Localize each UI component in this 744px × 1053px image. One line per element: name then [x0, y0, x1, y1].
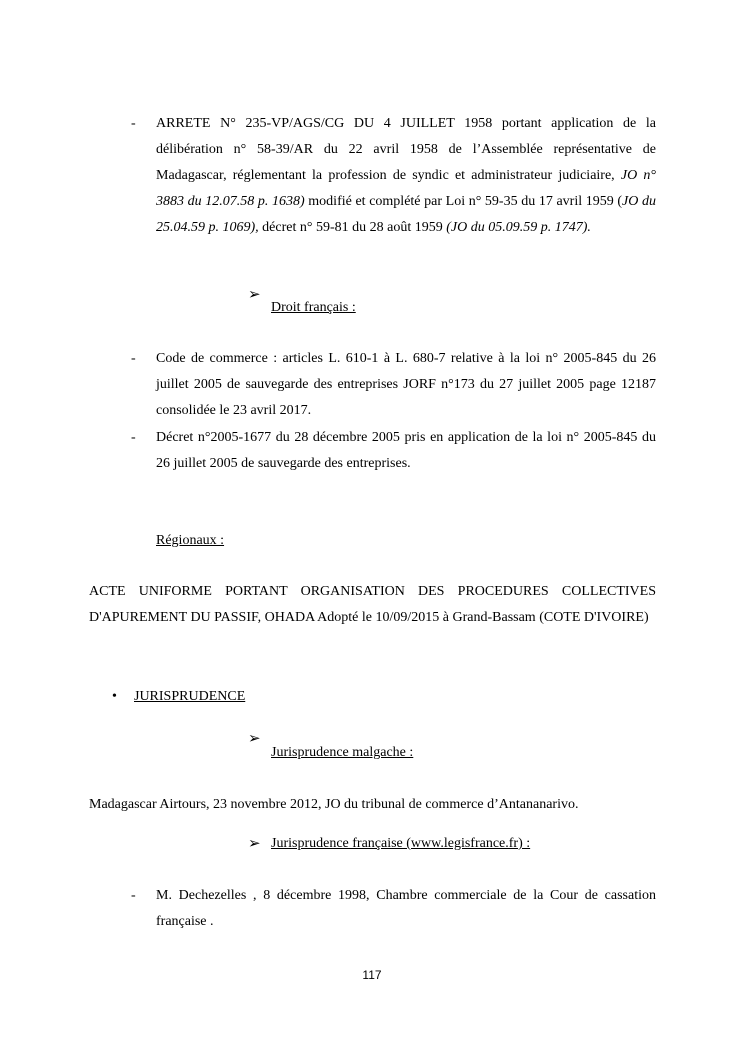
arrete-text-part-2: modifié et complété par Loi n° 59-35 du 17 avril 1959 (	[304, 194, 623, 209]
list-bullet: -	[131, 888, 136, 903]
section-heading-droit-francais: Droit français :	[271, 300, 356, 315]
jo-reference: (JO du 05.09.59 p. 1747).	[446, 220, 591, 235]
list-item-dechezelles	[156, 883, 656, 935]
section-heading-jurisprudence-francaise: Jurisprudence française (www.legisfrance.fr) :	[271, 836, 531, 851]
page-number: 117	[362, 968, 382, 982]
list-bullet: -	[131, 430, 136, 445]
arrow-bullet-icon: ➢	[248, 285, 261, 303]
arrete-text-part-3: décret n° 59-81 du 28 août 1959	[258, 220, 447, 235]
list-item-arrete	[156, 111, 656, 241]
list-item-decret: Décret n°2005-1677 du 28 décembre 2005 pris en application de la loi n° 2005-845 du 26 juillet 2005 de sauvegarde des entreprises.	[156, 430, 656, 471]
jo-reference: JO du 25.04.59 p. 1069),	[156, 194, 656, 235]
jurisprudence-malgache-text: Madagascar Airtours, 23 novembre 2012, JO du tribunal de commerce d’Antananarivo.	[89, 797, 579, 812]
list-bullet: -	[131, 116, 136, 131]
regionaux-paragraph: ACTE UNIFORME PORTANT ORGANISATION DES PROCEDURES COLLECTIVES D'APUREMENT DU PASSIF, OHADA Adopté le 10/09/2015 à Grand-Bassam (COTE D'IVOIRE)	[89, 584, 656, 625]
section-heading-jurisprudence-malgache: Jurisprudence malgache :	[271, 745, 414, 760]
list-item-code-commerce: Code de commerce : articles L. 610-1 à L. 680-7 relative à la loi n° 2005-845 du 26 juillet 2005 de sauvegarde des entreprises JORF n°173 du 27 juillet 2005 page 12187 consolidée le 23 avril 2017.	[156, 351, 656, 418]
list-bullet: -	[131, 351, 136, 366]
section-heading-regionaux: Régionaux :	[156, 533, 225, 548]
arrow-bullet-icon: ➢	[248, 729, 261, 747]
arrow-bullet-icon: ➢	[248, 834, 261, 852]
case-name: M. Dechezelles ,	[156, 888, 257, 903]
section-heading-jurisprudence: JURISPRUDENCE	[134, 689, 246, 704]
jo-reference: JO n° 3883 du 12.07.58 p. 1638)	[156, 168, 656, 209]
case-details: 8 décembre 1998, Chambre commerciale de la Cour de cassation française .	[156, 888, 656, 929]
round-bullet-icon: •	[112, 689, 117, 704]
arrete-text-part-1: ARRETE N° 235-VP/AGS/CG DU 4 JUILLET 1958 portant application de la délibération n° 58-39/AR du 22 avril 1958 de l’Assemblée représentative de Madagascar, réglementant la profession de syndic et administrateur judiciaire,	[156, 116, 656, 183]
